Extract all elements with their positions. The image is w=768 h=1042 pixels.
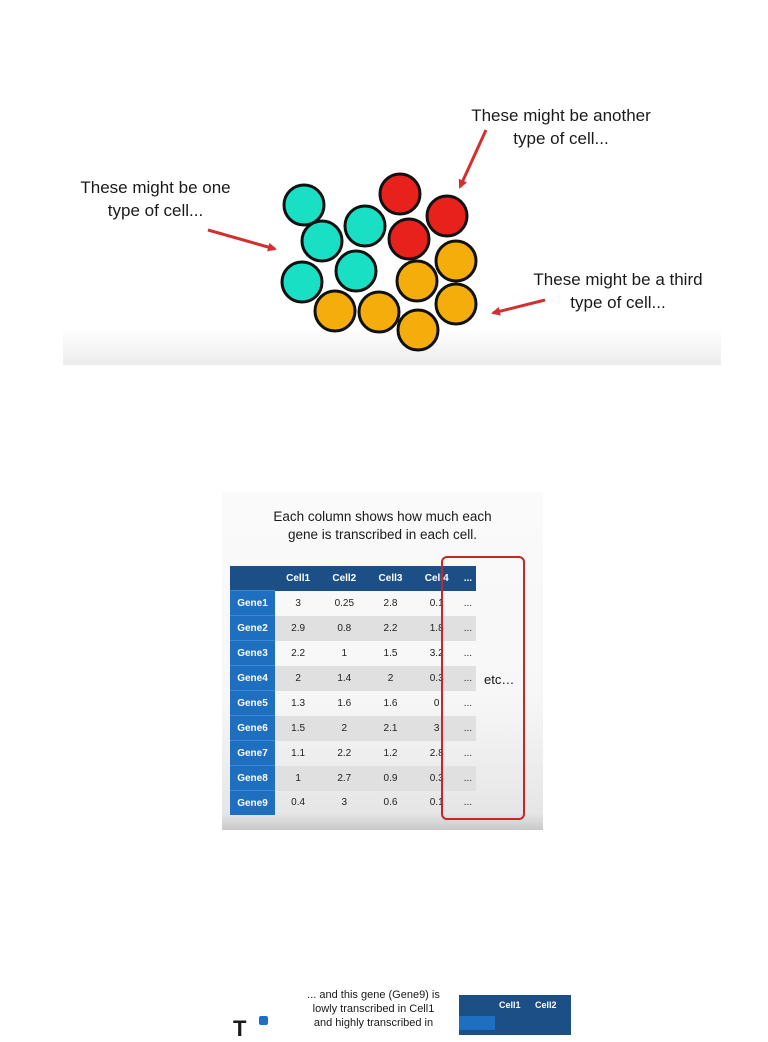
mini-table-row-header — [459, 1016, 495, 1030]
gene9-caption: ... and this gene (Gene9) is lowly transcribed in Cell1 and highly transcribed in — [307, 989, 440, 1029]
column-header: Cell4 — [414, 566, 460, 591]
table-cell: 2.8 — [383, 597, 398, 609]
row-header: Gene9 — [230, 791, 275, 816]
table-cell: 3 — [414, 716, 460, 741]
arrow-one-type — [208, 230, 275, 249]
cell-types-panel — [63, 60, 721, 365]
label-another-type: These might be another type of cell... — [471, 106, 651, 148]
table-cell: 1.6 — [337, 697, 352, 709]
teal-cell — [284, 185, 324, 225]
table-cell: ... — [460, 616, 476, 641]
table-cell: 0.1 — [429, 797, 444, 809]
table-cell: 2.8 — [429, 747, 444, 759]
gene-table-panel — [222, 492, 543, 830]
table-cell: ... — [463, 797, 473, 809]
row-header: Gene1 — [230, 591, 275, 616]
table-cell: 2.2 — [337, 747, 352, 759]
orange-cell — [397, 261, 437, 301]
table-cell: 2.7 — [321, 766, 367, 791]
table-cell: 3 — [295, 597, 301, 609]
table-cell: ... — [460, 666, 476, 691]
table-cell: ... — [463, 647, 473, 659]
teal-cell — [336, 251, 376, 291]
table-cell: 2.2 — [291, 647, 306, 659]
orange-cell — [436, 284, 476, 324]
table-cell: 1.1 — [291, 747, 306, 759]
table-cell: 2 — [275, 666, 321, 691]
table-caption: Each column shows how much each gene is transcribed in each cell. — [273, 509, 492, 542]
table-cell: 0.3 — [414, 666, 460, 691]
table-row — [230, 741, 476, 766]
table-cell: 0.8 — [321, 616, 367, 641]
column-header: Cell1 — [499, 1000, 521, 1010]
row-header: Gene4 — [230, 666, 275, 691]
table-cell: 0.25 — [334, 597, 355, 609]
label-third-type: These might be a third type of cell... — [533, 270, 703, 312]
row-header: Gene2 — [230, 616, 275, 641]
row-header: Gene6 — [230, 716, 275, 741]
orange-cell — [398, 310, 438, 350]
column-header: Cell2 — [321, 566, 367, 591]
table-cell: 2.9 — [275, 616, 321, 641]
table-cell: ... — [463, 597, 473, 609]
column-header: Cell2 — [535, 1000, 557, 1010]
table-row — [230, 691, 476, 716]
row-header: Gene8 — [230, 766, 275, 791]
table-cell: 1.4 — [321, 666, 367, 691]
orange-cell — [359, 292, 399, 332]
table-cell: 0.6 — [383, 797, 398, 809]
table-cell: 1.8 — [414, 616, 460, 641]
table-cell: ... — [460, 716, 476, 741]
table-row — [230, 591, 476, 616]
table-cell: 0.9 — [367, 766, 413, 791]
table-cell: 1.5 — [275, 716, 321, 741]
table-row — [230, 641, 476, 666]
table-cell: 1.6 — [383, 697, 398, 709]
row-header: Gene7 — [230, 741, 275, 766]
teal-cell — [345, 206, 385, 246]
table-cell: 2.2 — [367, 616, 413, 641]
table-cell: 1.2 — [383, 747, 398, 759]
table-row — [230, 791, 476, 816]
table-cell: 0 — [433, 697, 440, 709]
orange-cell — [315, 291, 355, 331]
teal-cell — [302, 221, 342, 261]
table-cell: 0.3 — [414, 766, 460, 791]
etc-label: etc… — [484, 672, 515, 687]
table-cell: ... — [463, 747, 473, 759]
red-cell — [427, 196, 467, 236]
table-cell: 3 — [341, 797, 348, 809]
cell-circles — [282, 174, 476, 350]
label-one-type: These might be one type of cell... — [80, 178, 231, 220]
row-header: Gene5 — [230, 691, 275, 716]
red-cell — [389, 219, 429, 259]
table-cell: 2 — [367, 666, 413, 691]
table-cell: 1 — [341, 647, 348, 659]
gene9-panel — [223, 983, 573, 1041]
table-cell: 1 — [275, 766, 321, 791]
column-header: Cell3 — [367, 566, 413, 591]
table-cell: 1.3 — [291, 697, 306, 709]
orange-cell — [436, 241, 476, 281]
etc-highlight-box — [441, 556, 525, 820]
table-cell: 1.5 — [383, 647, 398, 659]
table-cell: ... — [463, 697, 473, 709]
teal-cell — [282, 262, 322, 302]
table-cell: 0.4 — [291, 797, 306, 809]
table-row — [230, 666, 476, 691]
gene-expression-table — [230, 566, 476, 815]
logo-dot — [259, 1016, 268, 1025]
table-cell: 2 — [321, 716, 367, 741]
table-cell: 2.1 — [367, 716, 413, 741]
table-row — [230, 616, 476, 641]
table-corner — [230, 566, 275, 591]
column-header: ... — [460, 566, 476, 591]
column-header: Cell1 — [275, 566, 321, 591]
table-body — [230, 591, 476, 816]
table-cell: ... — [460, 766, 476, 791]
red-cell — [380, 174, 420, 214]
row-header: Gene3 — [230, 641, 275, 666]
logo-letter: T — [233, 1016, 247, 1041]
table-row — [230, 766, 476, 791]
table-row — [230, 716, 476, 741]
table-cell: 0.1 — [429, 597, 444, 609]
table-cell: 3.2 — [429, 647, 444, 659]
